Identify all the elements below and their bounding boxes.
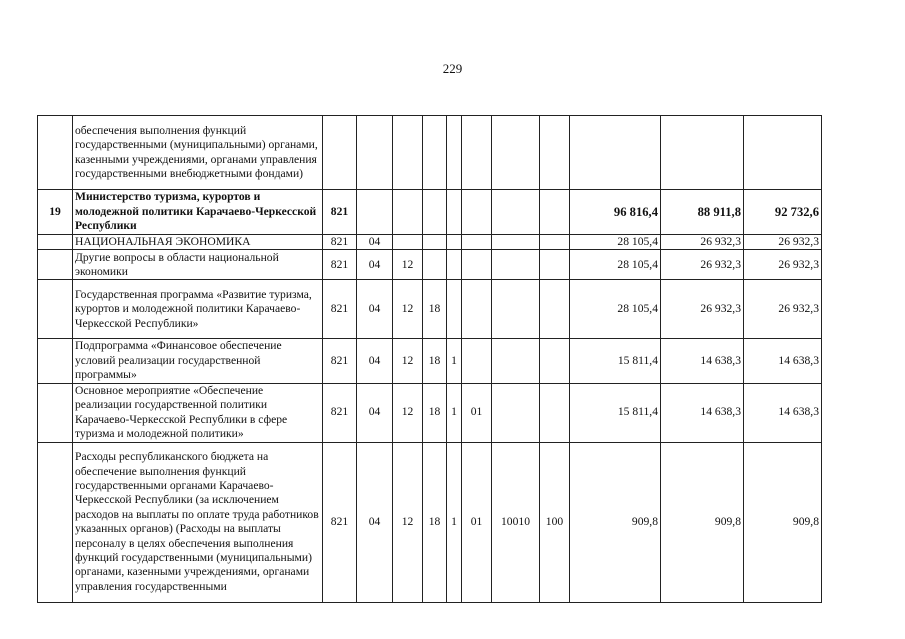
target-direction-code: [492, 235, 540, 250]
target-subprogram-code: 1: [447, 383, 462, 442]
target-program-code: [423, 190, 447, 235]
subsection-code: 12: [393, 442, 423, 602]
target-program-code: 18: [423, 383, 447, 442]
target-program-code: [423, 250, 447, 280]
section-code: 04: [357, 235, 393, 250]
target-event-code: [462, 190, 492, 235]
target-event-code: [462, 116, 492, 190]
row-number: [38, 250, 73, 280]
subsection-code: 12: [393, 250, 423, 280]
amount-year-1: 909,8: [570, 442, 661, 602]
target-subprogram-code: [447, 116, 462, 190]
grbs-code: 821: [323, 339, 357, 383]
amount-year-2: 26 932,3: [661, 250, 744, 280]
amount-year-2: 14 638,3: [661, 339, 744, 383]
expense-type-code: [540, 250, 570, 280]
expense-type-code: [540, 235, 570, 250]
target-program-code: 18: [423, 280, 447, 339]
subsection-code: [393, 190, 423, 235]
target-subprogram-code: 1: [447, 339, 462, 383]
amount-year-2: 26 932,3: [661, 280, 744, 339]
target-direction-code: [492, 116, 540, 190]
table-row: [38, 442, 822, 602]
amount-year-3: 14 638,3: [744, 383, 822, 442]
target-subprogram-code: [447, 190, 462, 235]
amount-year-3: 26 932,3: [744, 250, 822, 280]
amount-year-2: 14 638,3: [661, 383, 744, 442]
row-name: Государственная программа «Развитие туризма, курортов и молодежной политики Карачаево-Черкесской Республики»: [73, 280, 323, 339]
grbs-code: 821: [323, 190, 357, 235]
section-code: [357, 116, 393, 190]
row-name: обеспечения выполнения функций государственными (муниципальными) органами, казенными учреждениями, органами управления государственными внебюджетными фондами): [73, 116, 323, 190]
target-direction-code: [492, 250, 540, 280]
target-subprogram-code: [447, 235, 462, 250]
amount-year-2: [661, 116, 744, 190]
row-number: [38, 339, 73, 383]
target-program-code: [423, 235, 447, 250]
target-program-code: [423, 116, 447, 190]
amount-year-1: 28 105,4: [570, 280, 661, 339]
row-number: 19: [38, 190, 73, 235]
grbs-code: 821: [323, 442, 357, 602]
target-program-code: 18: [423, 442, 447, 602]
table-row: [38, 116, 822, 190]
subsection-code: 12: [393, 383, 423, 442]
table-row: [38, 235, 822, 250]
subsection-code: [393, 235, 423, 250]
target-event-code: [462, 250, 492, 280]
amount-year-3: 14 638,3: [744, 339, 822, 383]
page-number: 229: [442, 61, 463, 76]
amount-year-1: [570, 116, 661, 190]
target-event-code: 01: [462, 383, 492, 442]
row-name: Расходы республиканского бюджета на обеспечение выполнения функций государственными органами Карачаево-Черкесской Республики (за исключением расходов на выплаты по оплате труда работников указанных органов) (Расходы на выплаты персоналу в целях обеспечения выполнения функций государственными (муниципальными) органами, казенными учреждениями, органами управления государственными: [73, 442, 323, 602]
amount-year-2: 26 932,3: [661, 235, 744, 250]
row-name: Подпрограмма «Финансовое обеспечение условий реализации государственной программы»: [73, 339, 323, 383]
row-name: Министерство туризма, курортов и молодежной политики Карачаево-Черкесской Республики: [73, 190, 323, 235]
section-code: 04: [357, 442, 393, 602]
grbs-code: 821: [323, 280, 357, 339]
section-code: [357, 190, 393, 235]
expense-type-code: [540, 383, 570, 442]
grbs-code: [323, 116, 357, 190]
target-subprogram-code: 1: [447, 442, 462, 602]
amount-year-3: 909,8: [744, 442, 822, 602]
amount-year-2: 88 911,8: [661, 190, 744, 235]
row-number: [38, 280, 73, 339]
grbs-code: 821: [323, 235, 357, 250]
target-direction-code: [492, 190, 540, 235]
target-event-code: [462, 235, 492, 250]
subsection-code: [393, 116, 423, 190]
amount-year-3: [744, 116, 822, 190]
target-direction-code: [492, 339, 540, 383]
table-row: [38, 280, 822, 339]
row-number: [38, 442, 73, 602]
grbs-code: 821: [323, 250, 357, 280]
table-row: [38, 250, 822, 280]
amount-year-3: 92 732,6: [744, 190, 822, 235]
target-direction-code: [492, 280, 540, 339]
table-row: [38, 339, 822, 383]
expense-type-code: [540, 116, 570, 190]
amount-year-3: 26 932,3: [744, 280, 822, 339]
row-number: [38, 383, 73, 442]
amount-year-3: 26 932,3: [744, 235, 822, 250]
subsection-code: 12: [393, 339, 423, 383]
target-event-code: [462, 339, 492, 383]
target-subprogram-code: [447, 280, 462, 339]
budget-table: [37, 115, 822, 603]
target-subprogram-code: [447, 250, 462, 280]
row-name: Основное мероприятие «Обеспечение реализации государственной политики Карачаево-Черкесской Республики в сфере туризма и молодежной политики»: [73, 383, 323, 442]
table-row: [38, 190, 822, 235]
section-code: 04: [357, 339, 393, 383]
amount-year-1: 28 105,4: [570, 250, 661, 280]
target-program-code: 18: [423, 339, 447, 383]
section-code: 04: [357, 383, 393, 442]
row-number: [38, 116, 73, 190]
amount-year-1: 96 816,4: [570, 190, 661, 235]
expense-type-code: [540, 190, 570, 235]
target-direction-code: 10010: [492, 442, 540, 602]
expense-type-code: [540, 280, 570, 339]
row-number: [38, 235, 73, 250]
grbs-code: 821: [323, 383, 357, 442]
amount-year-2: 909,8: [661, 442, 744, 602]
subsection-code: 12: [393, 280, 423, 339]
amount-year-1: 28 105,4: [570, 235, 661, 250]
section-code: 04: [357, 250, 393, 280]
amount-year-1: 15 811,4: [570, 339, 661, 383]
row-name: Другие вопросы в области национальной экономики: [73, 250, 323, 280]
section-code: 04: [357, 280, 393, 339]
table-row: [38, 383, 822, 442]
expense-type-code: [540, 339, 570, 383]
target-event-code: 01: [462, 442, 492, 602]
expense-type-code: 100: [540, 442, 570, 602]
row-name: НАЦИОНАЛЬНАЯ ЭКОНОМИКА: [73, 235, 323, 250]
amount-year-1: 15 811,4: [570, 383, 661, 442]
target-direction-code: [492, 383, 540, 442]
target-event-code: [462, 280, 492, 339]
